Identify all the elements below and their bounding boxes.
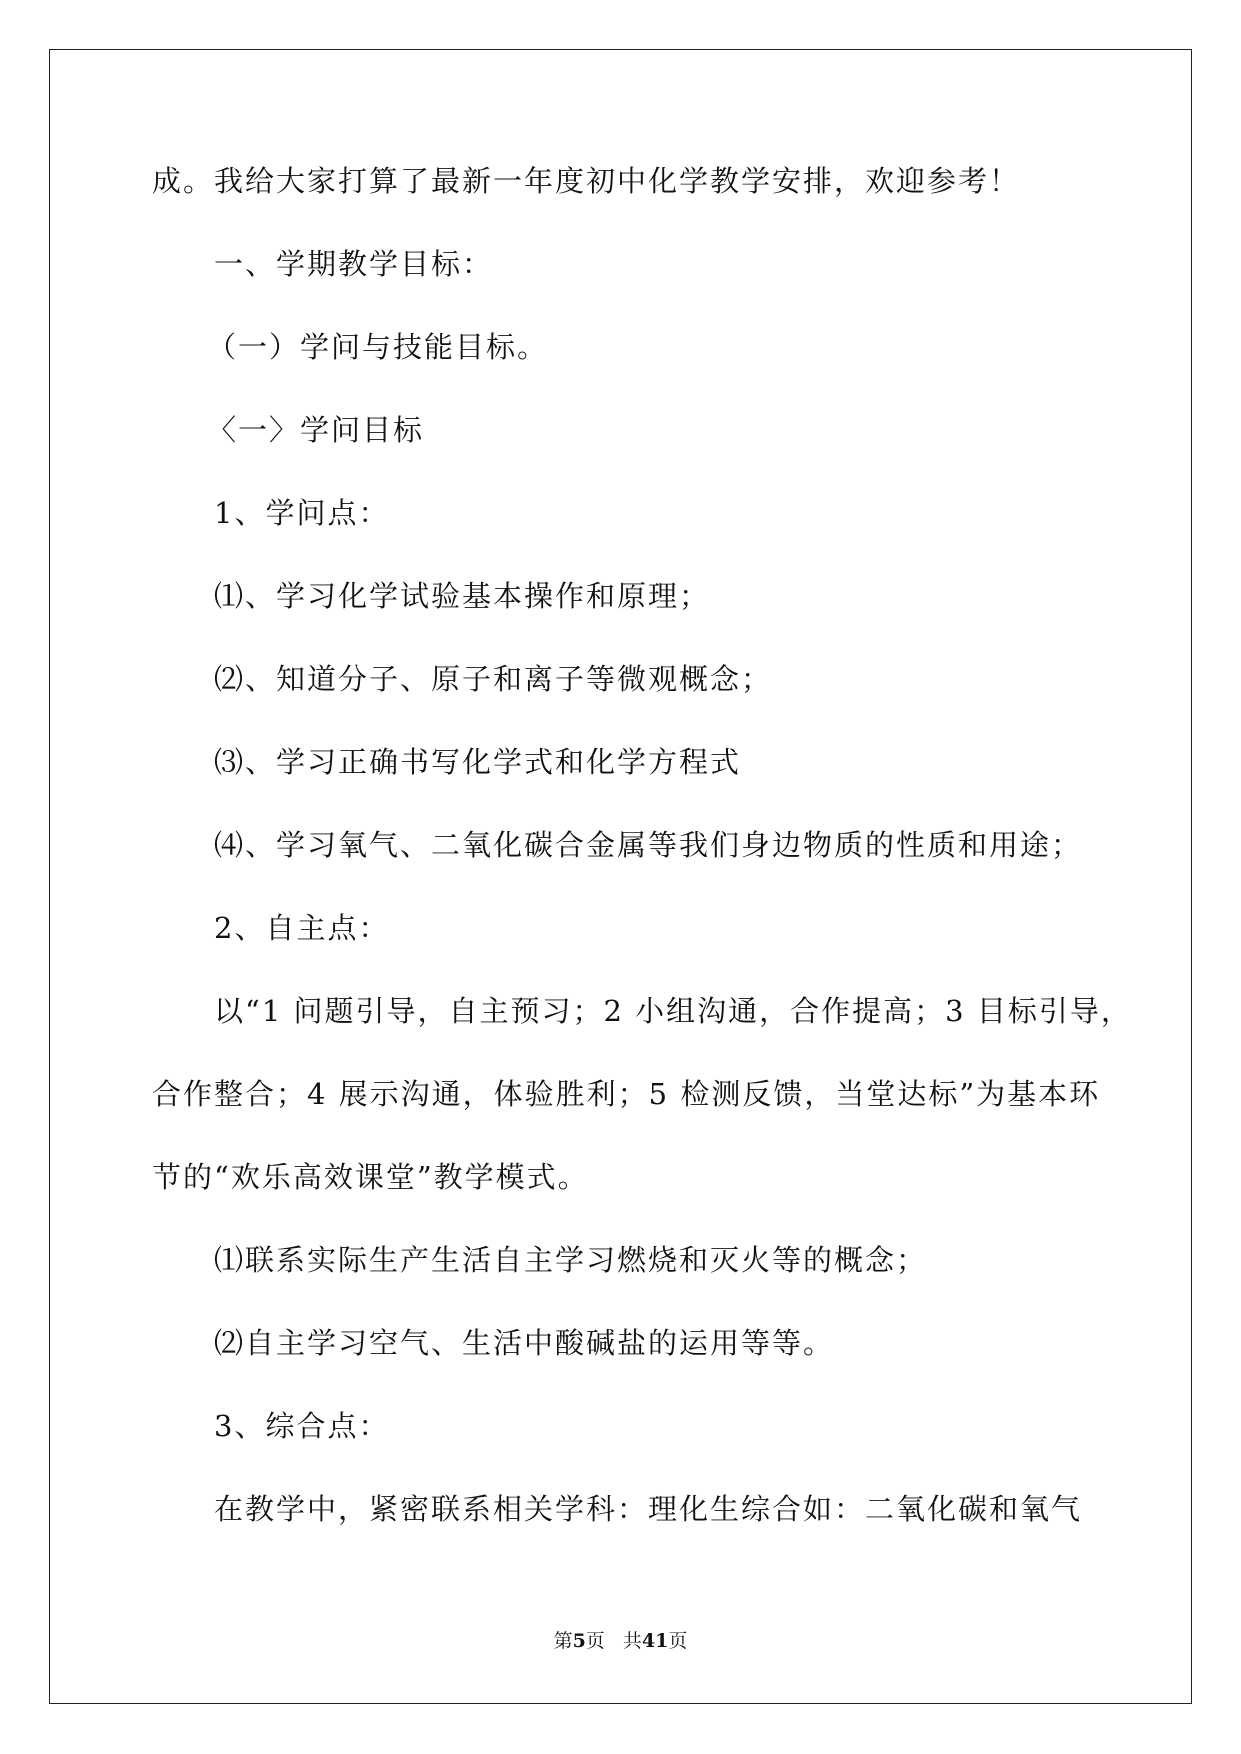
footer-page-suffix: 页 [585,1630,605,1652]
footer-total-suffix: 页 [668,1630,688,1652]
list-item: ⑴、学习化学试验基本操作和原理； [214,579,711,613]
page-number: 5 [572,1630,586,1652]
list-heading: 1、学问点： [214,496,390,530]
list-item: ⑷、学习氧气、二氧化碳合金属等我们身边物质的性质和用途； [214,828,1083,862]
total-pages: 41 [641,1630,669,1652]
list-item: ⑶、学习正确书写化学式和化学方程式 [214,745,742,779]
paragraph-line: 合作整合；4 展示沟通，体验胜利；5 检测反馈，当堂达标”为基本环 [152,1077,1101,1111]
list-item: ⑴联系实际生产生活自主学习燃烧和灭火等的概念； [214,1243,928,1277]
list-item: ⑵自主学习空气、生活中酸碱盐的运用等等。 [214,1326,835,1360]
paragraph-line: 在教学中，紧密联系相关学科：理化生综合如：二氧化碳和氧气 [214,1492,1083,1526]
footer-prefix: 第 [553,1630,573,1652]
section-heading: 一、学期教学目标： [214,247,494,281]
page-footer [0,1626,1241,1653]
paragraph-line: 以“1 问题引导，自主预习；2 小组沟通，合作提高；3 目标引导， [214,994,1132,1028]
paragraph-line: 成。我给大家打算了最新一年度初中化学教学安排，欢迎参考！ [152,164,1021,198]
footer-total-prefix: 共 [622,1630,642,1652]
list-item: ⑵、知道分子、原子和离子等微观概念； [214,662,773,696]
subsection-heading: 〈一〉学问目标 [207,413,425,447]
document-body [152,160,1132,1571]
subsection-heading: （一）学问与技能目标。 [207,330,549,364]
list-heading: 3、综合点： [214,1409,390,1443]
list-heading: 2、自主点： [214,911,390,945]
paragraph-line: 节的“欢乐高效课堂”教学模式。 [152,1160,589,1194]
